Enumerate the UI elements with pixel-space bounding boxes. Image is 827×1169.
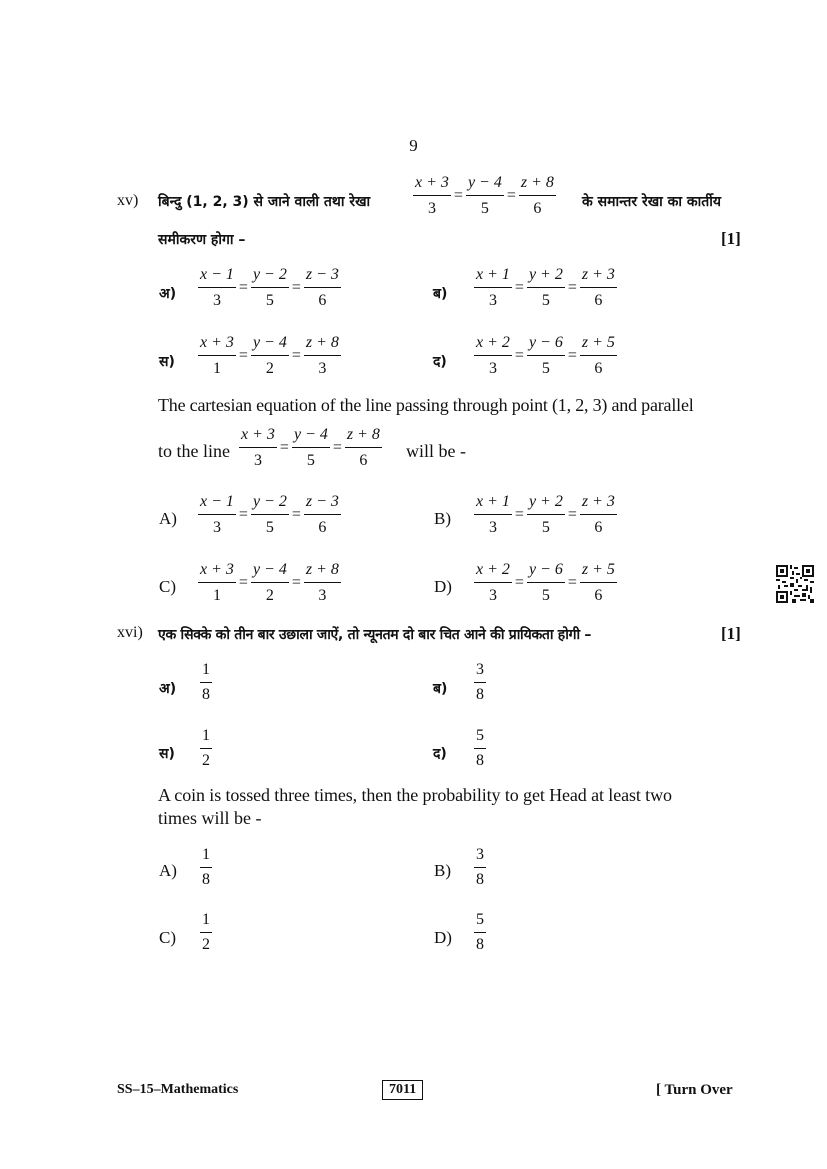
ref-d1: 3 <box>427 200 436 217</box>
q16-marks: [1] <box>721 624 741 643</box>
q16-english-label-a: A) <box>159 861 177 880</box>
q15-english-label-c: C) <box>159 577 176 596</box>
q16-english-label-b: B) <box>434 861 451 880</box>
ref-n2: y − 4 <box>466 174 504 196</box>
ref-d2: 5 <box>480 200 489 217</box>
q16-english-option-b: $\frac{3}{8}$ <box>476 846 484 888</box>
q16-english-text-line1: A coin is tossed three times, then the probability to get Head at least two <box>158 785 672 805</box>
q15-english-text-line2-pre: to the line <box>158 441 230 461</box>
q15-english-option-c: $\frac{x + 3}{1}$ = $\frac{y - 4}{2}$ = $\frac{z + 8}{3}$ <box>200 561 339 604</box>
q16-hindi-option-b: $\frac{3}{8}$ <box>476 661 484 703</box>
q15-english-label-b: B) <box>434 509 451 528</box>
q16-english-label-d: D) <box>434 928 452 947</box>
q15-english-label-d: D) <box>434 577 452 596</box>
q16-english-option-c: $\frac{1}{2}$ <box>202 911 210 953</box>
q15-english-option-a: $\frac{x - 1}{3}$ = $\frac{y - 2}{5}$ = $\frac{z - 3}{6}$ <box>200 493 339 536</box>
q16-hindi-option-c: $\frac{1}{2}$ <box>202 727 210 769</box>
q15-hindi-option-a: $\frac{x - 1}{3}$ = $\frac{y - 2}{5}$ = $\frac{z - 3}{6}$ <box>200 266 339 309</box>
q15-hindi-text-post: के समान्तर रेखा का कार्तीय <box>582 194 722 210</box>
q15-english-option-b: $\frac{x + 1}{3}$ = $\frac{y + 2}{5}$ = $\frac{z + 3}{6}$ <box>476 493 615 536</box>
question-16-number: xvi) <box>117 624 143 641</box>
q16-hindi-option-a: $\frac{1}{8}$ <box>202 661 210 703</box>
q15-reference-line-hindi: $\frac{x + 3}{3}$ = $\frac{y - 4}{5}$ = $\frac{z + 8}{6}$ <box>415 174 554 217</box>
q16-hindi-label-a: अ) <box>159 681 177 697</box>
q15-english-text-line1: The cartesian equation of the line passing through point (1, 2, 3) and parallel <box>158 395 694 415</box>
q15-hindi-label-c: स) <box>159 354 175 370</box>
q15-hindi-option-b: $\frac{x + 1}{3}$ = $\frac{y + 2}{5}$ = $\frac{z + 3}{6}$ <box>476 266 615 309</box>
ref-n3: z + 8 <box>519 174 556 196</box>
q16-hindi-text: एक सिक्के को तीन बार उछाला जाऐं, तो न्यूनतम दो बार चित आने की प्रायिकता होगी – <box>158 627 592 643</box>
qr-code <box>776 565 814 603</box>
footer-turn-over: [ Turn Over <box>656 1082 733 1098</box>
q15-hindi-option-d: $\frac{x + 2}{3}$ = $\frac{y - 6}{5}$ = $\frac{z + 5}{6}$ <box>476 334 615 377</box>
q15-marks: [1] <box>721 229 741 248</box>
q16-hindi-label-b: ब) <box>433 681 448 697</box>
q15-hindi-label-b: ब) <box>433 286 448 302</box>
q16-hindi-label-d: द) <box>433 746 447 762</box>
page-number: 9 <box>409 136 418 155</box>
q16-english-option-a: $\frac{1}{8}$ <box>202 846 210 888</box>
q15-hindi-option-c: $\frac{x + 3}{1}$ = $\frac{y - 4}{2}$ = $\frac{z + 8}{3}$ <box>200 334 339 377</box>
q15-reference-line-english: $\frac{x + 3}{3}$ = $\frac{y - 4}{5}$ = $\frac{z + 8}{6}$ <box>241 426 380 469</box>
ref-d3: 6 <box>533 200 542 217</box>
q15-english-label-a: A) <box>159 509 177 528</box>
q15-hindi-text-line2: समीकरण होगा – <box>158 232 246 248</box>
q15-hindi-label-d: द) <box>433 354 447 370</box>
q16-english-text-line2: times will be - <box>158 808 262 828</box>
q15-english-option-d: $\frac{x + 2}{3}$ = $\frac{y - 6}{5}$ = $\frac{z + 5}{6}$ <box>476 561 615 604</box>
q15-hindi-label-a: अ) <box>159 286 177 302</box>
q16-hindi-option-d: $\frac{5}{8}$ <box>476 727 484 769</box>
footer-paper-code: 7011 <box>382 1080 423 1100</box>
q16-hindi-label-c: स) <box>159 746 175 762</box>
q15-english-text-line2-post: will be - <box>406 441 466 461</box>
q16-english-option-d: $\frac{5}{8}$ <box>476 911 484 953</box>
q16-english-label-c: C) <box>159 928 176 947</box>
footer-subject-code: SS–15–Mathematics <box>117 1082 239 1097</box>
q15-hindi-text-pre: बिन्दु (1, 2, 3) से जाने वाली तथा रेखा <box>158 194 371 210</box>
ref-n1: x + 3 <box>413 174 451 196</box>
question-15-number: xv) <box>117 192 139 209</box>
